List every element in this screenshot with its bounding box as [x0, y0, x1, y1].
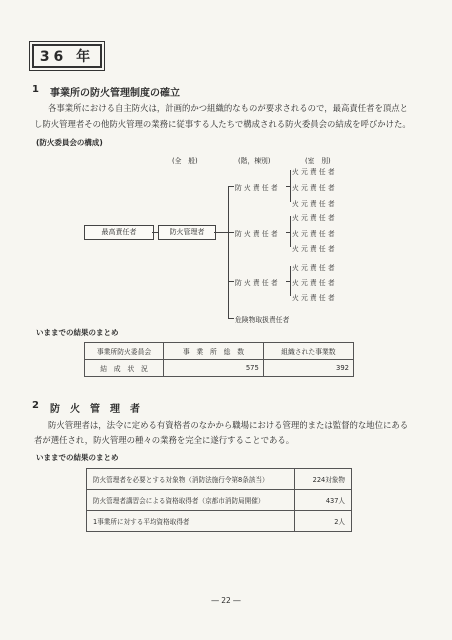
section1-number: 1: [32, 84, 39, 95]
section1-title: 事業所の防火管理制度の確立: [50, 88, 180, 99]
org-floor-3: 防 火 責 任 者: [235, 279, 278, 287]
table-row: [87, 490, 352, 511]
year-label: 36 年: [32, 44, 102, 68]
org-top-box: 最高責任者: [84, 225, 154, 240]
table2-label: 1事業所に対する平均資格取得者: [87, 511, 295, 532]
table-row: [87, 511, 352, 532]
section2-number: 2: [32, 400, 39, 411]
org-header-all: (全 般): [172, 157, 198, 165]
page-number: ― 22 ―: [211, 596, 241, 605]
table1-header-organized: 組織された事業数: [263, 343, 353, 360]
org-floor-1: 防 火 責 任 者: [235, 184, 278, 192]
table1-value-total: 575: [164, 360, 264, 377]
org-floor-2: 防 火 責 任 者: [235, 230, 278, 238]
table2-value: 224対象物: [295, 469, 352, 490]
org-room-1: 火 元 責 任 者: [292, 168, 335, 176]
section2-paragraph-1: 防火管理者は，法令に定める有資格者のなかから職場における管理的または監督的な地位にある: [48, 420, 409, 430]
table2-label: 防火管理者講習会による資格取得者（京都市消防局開催）: [87, 490, 295, 511]
org-room-4: 火 元 責 任 者: [292, 214, 335, 222]
section1-paragraph-2: し防火管理者その他防火管理の業務に従事する人たちで構成される防火委員会の結成を呼びかけた。: [34, 119, 411, 129]
table2-value: 437人: [295, 490, 352, 511]
section1-paragraph-1: 各事業所における自主防火は，計画的かつ組織的なものが要求されるので，最高責任者を頂点と: [48, 103, 408, 113]
section1-table: [84, 342, 354, 377]
org-room-3: 火 元 責 任 者: [292, 200, 335, 208]
table2-label: 防火管理者を必要とする対象物（消防法施行令第8条該当）: [87, 469, 295, 490]
org-room-6: 火 元 責 任 者: [292, 245, 335, 253]
table-row: [87, 469, 352, 490]
section2-table: [86, 468, 352, 532]
table1-header-total: 事 業 所 総 数: [164, 343, 264, 360]
table2-value: 2人: [295, 511, 352, 532]
org-room-5: 火 元 責 任 者: [292, 230, 335, 238]
section2-summary-head: いままでの結果のまとめ: [36, 453, 119, 462]
table1-value-organized: 392: [263, 360, 353, 377]
section2-title: 防 火 管 理 者: [50, 404, 140, 415]
org-manager-box: 防火管理者: [158, 225, 216, 240]
org-hazmat: 危険物取扱責任者: [235, 316, 290, 324]
org-header-floor: (階，棟別): [238, 157, 271, 165]
table1-header-committee: 事業所防火委員会: [85, 343, 164, 360]
org-caption: (防火委員会の構成): [36, 138, 103, 147]
org-room-8: 火 元 責 任 者: [292, 279, 335, 287]
org-header-room: (室 別): [305, 157, 331, 165]
org-room-9: 火 元 責 任 者: [292, 294, 335, 302]
section1-summary-head: いままでの結果のまとめ: [36, 328, 119, 337]
org-room-7: 火 元 責 任 者: [292, 264, 335, 272]
org-room-2: 火 元 責 任 者: [292, 184, 335, 192]
section2-paragraph-2: 者が選任され，防火管理の種々の業務を完全に遂行することである。: [34, 435, 295, 445]
table1-row-status: 結 成 状 況: [85, 360, 164, 377]
